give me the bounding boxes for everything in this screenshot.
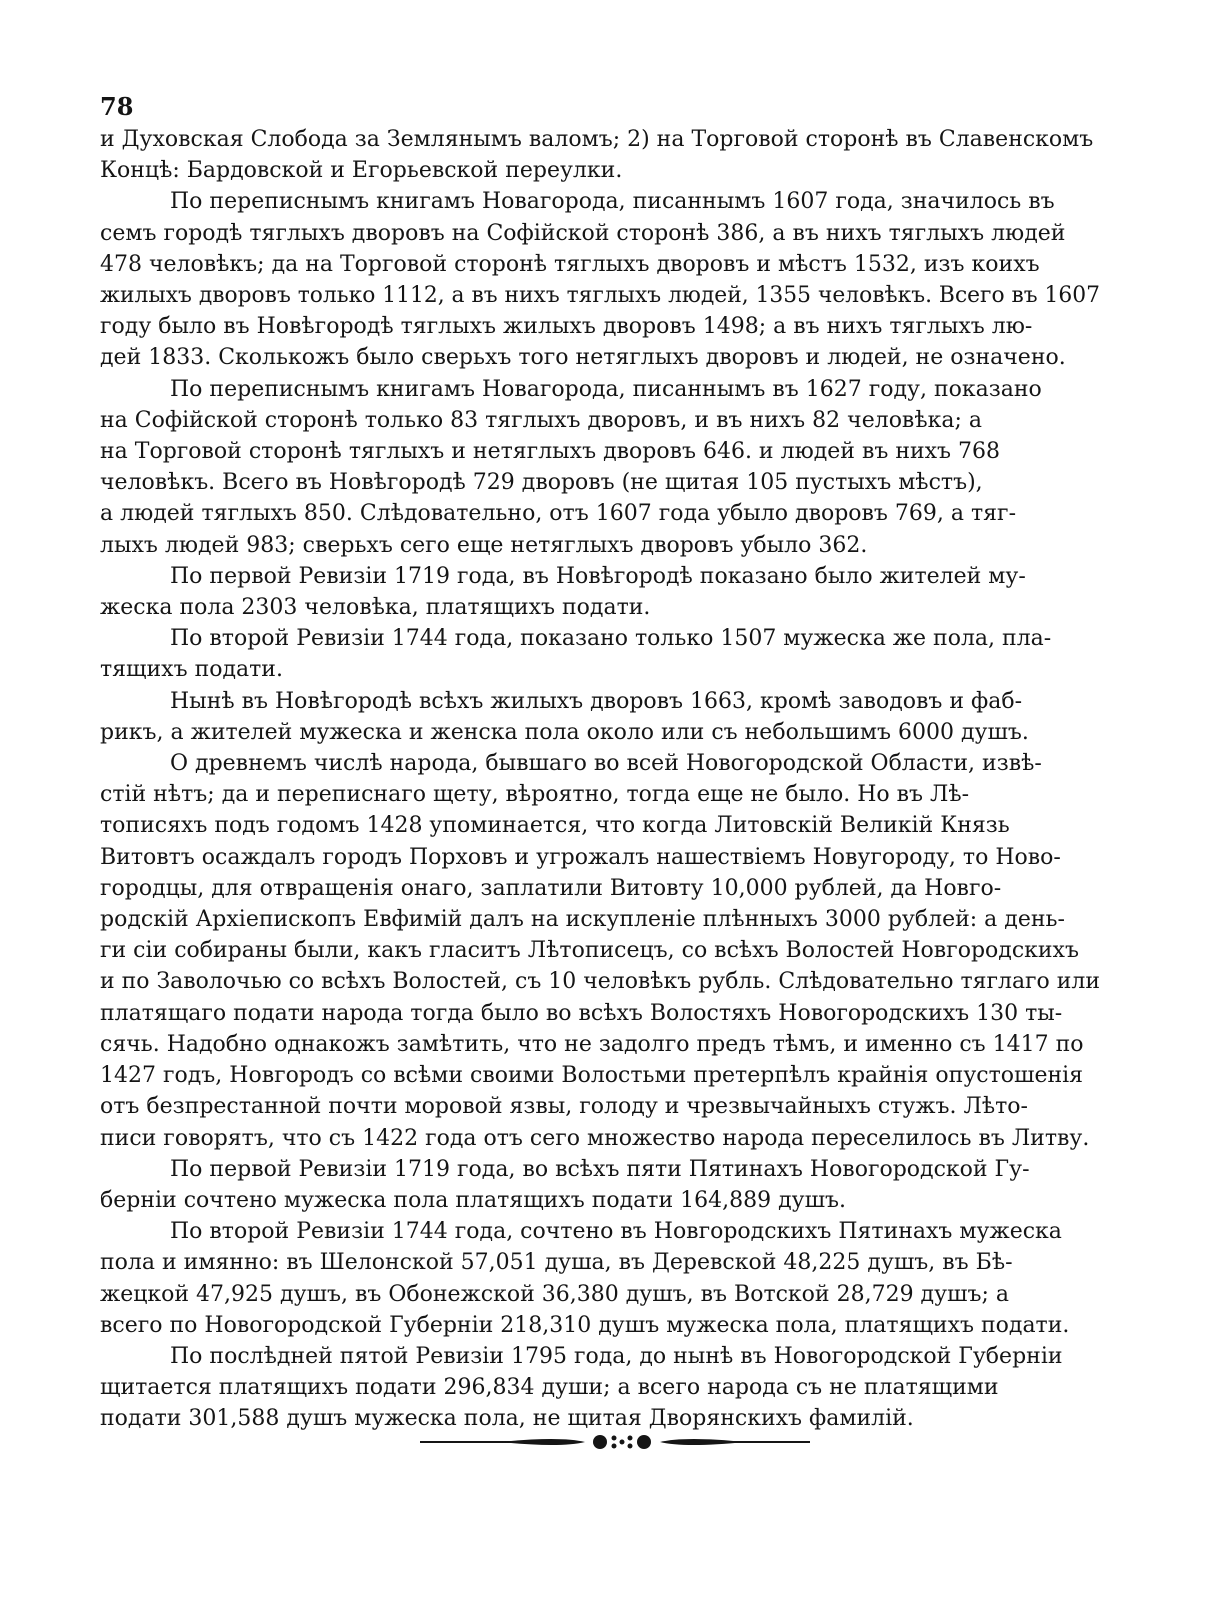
text-line: тящихъ подати. [100, 657, 283, 683]
text-line: дей 1833. Сколькожъ было сверьхъ того нетяглыхъ дворовъ и людей, не означено. [100, 345, 1066, 371]
text-line: 1427 годъ, Новгородъ со всѣми своими Волостьми претерпѣлъ крайнія опустошенія [100, 1063, 1084, 1089]
text-line: на Софійской сторонѣ только 83 тяглыхъ дворовъ, и въ нихъ 82 человѣка; а [100, 407, 982, 433]
text-line: человѣкъ. Всего въ Новѣгородѣ 729 дворовъ (не щитая 105 пустыхъ мѣстъ), [100, 470, 983, 496]
text-line: По второй Ревизіи 1744 года, показано только 1507 мужеска же пола, пла- [170, 626, 1052, 652]
paragraph [100, 748, 1100, 1154]
text-line: По переписнымъ книгамъ Новагорода, писаннымъ 1607 года, значилось въ [170, 189, 1055, 215]
text-line: родскій Архіепископъ Евфимій далъ на искупленіе плѣнныхъ 3000 рублей: а день- [100, 907, 1065, 933]
text-line: подати 301,588 душъ мужеска пола, не щитая Дворянскихъ фамилій. [100, 1406, 914, 1432]
text-line: 478 человѣкъ; да на Торговой сторонѣ тяглыхъ дворовъ и мѣстъ 1532, изъ коихъ [100, 251, 1040, 277]
text-line: а людей тяглыхъ 850. Слѣдовательно, отъ 1607 года убыло дворовъ 769, а тяг- [100, 501, 1017, 527]
text-line: Нынѣ въ Новѣгородѣ всѣхъ жилыхъ дворовъ 1663, кромѣ заводовъ и фаб- [170, 688, 1023, 714]
ornament-dot [637, 1435, 651, 1449]
paragraph [100, 1154, 1100, 1216]
text-line: Концѣ: Бардовской и Егорьевской переулки. [100, 158, 623, 184]
ornament-dot [593, 1435, 607, 1449]
ornament-divider [0, 1430, 1213, 1454]
text-line: пола и имянно: въ Шелонской 57,051 душа, въ Деревской 48,225 душъ, въ Бѣ- [100, 1250, 1013, 1276]
text-line: По второй Ревизіи 1744 года, сочтено въ Новгородскихъ Пятинахъ мужеска [170, 1219, 1062, 1245]
text-line: платящаго подати народа тогда было во всѣхъ Волостяхъ Новогородскихъ 130 ты- [100, 1000, 1063, 1026]
paragraph [100, 1341, 1100, 1435]
text-line: городцы, для отвращенія онаго, заплатили Витовту 10,000 рублей, да Новго- [100, 875, 1002, 901]
paragraph [100, 623, 1100, 685]
paragraph [100, 374, 1100, 561]
paragraph [100, 561, 1100, 623]
text-line: ги сіи собираны были, какъ гласитъ Лѣтописецъ, со всѣхъ Волостей Новгородскихъ [100, 938, 1079, 964]
ornament-dot [612, 1444, 617, 1449]
text-line: году было въ Новѣгородѣ тяглыхъ жилыхъ дворовъ 1498; а въ нихъ тяглыхъ лю- [100, 314, 1033, 340]
text-line: писи говорятъ, что съ 1422 года отъ сего множество народа переселилось въ Литву. [100, 1125, 1090, 1151]
ornament-dot [620, 1440, 625, 1445]
text-line: на Торговой сторонѣ тяглыхъ и нетяглыхъ дворовъ 646. и людей въ нихъ 768 [100, 439, 1001, 465]
paragraph [100, 186, 1100, 373]
text-line: отъ безпрестанной почти моровой язвы, голоду и чрезвычайныхъ стужъ. Лѣто- [100, 1094, 1028, 1120]
paragraph [100, 124, 1100, 186]
text-line: жеска пола 2303 человѣка, платящихъ подати. [100, 595, 651, 621]
text-line: жилыхъ дворовъ только 1112, а въ нихъ тяглыхъ людей, 1355 человѣкъ. Всего въ 1607 [100, 283, 1100, 309]
text-line: тописяхъ подъ годомъ 1428 упоминается, что когда Литовскій Великій Князь [100, 813, 1010, 839]
paragraph [100, 1216, 1100, 1341]
ornament-swell-left [500, 1439, 585, 1445]
text-line: стій нѣтъ; да и переписнаго щету, вѣроятно, тогда еще не было. Но въ Лѣ- [100, 782, 970, 808]
ornament-dot [628, 1444, 633, 1449]
page-number: 78 [100, 92, 134, 121]
paragraph [100, 686, 1100, 748]
text-line: щитается платящихъ подати 296,834 души; а всего народа съ не платящими [100, 1375, 999, 1401]
text-line: Витовтъ осаждалъ городъ Порховъ и угрожалъ нашествіемъ Новугороду, то Ново- [100, 844, 1061, 870]
ornament-dot [612, 1436, 617, 1441]
text-line: О древнемъ числѣ народа, бывшаго во всей Новогородской Области, извѣ- [170, 751, 1042, 777]
text-line: По переписнымъ книгамъ Новагорода, писаннымъ въ 1627 году, показано [170, 376, 1042, 402]
text-line: лыхъ людей 983; сверьхъ сего еще нетяглыхъ дворовъ убыло 362. [100, 532, 868, 558]
text-line: всего по Новогородской Губерніи 218,310 душъ мужеска пола, платящихъ подати. [100, 1312, 1070, 1338]
text-line: берніи сочтено мужеска пола платящихъ подати 164,889 душъ. [100, 1187, 847, 1213]
ornament-dot [628, 1436, 633, 1441]
text-line: По первой Ревизіи 1719 года, въ Новѣгородѣ показано было жителей му- [170, 563, 1026, 589]
text-line: и Духовская Слобода за Землянымъ валомъ; 2) на Торговой сторонѣ въ Славенскомъ [100, 127, 1094, 152]
page-body [100, 92, 1100, 1435]
text-line: По первой Ревизіи 1719 года, во всѣхъ пяти Пятинахъ Новогородской Гу- [170, 1156, 1030, 1182]
text-line: рикъ, а жителей мужеска и женска пола около или съ небольшимъ 6000 душъ. [100, 719, 1029, 745]
text-line: По послѣдней пятой Ревизіи 1795 года, до нынѣ въ Новогородской Губерніи [170, 1343, 1063, 1369]
text-line: семъ городѣ тяглыхъ дворовъ на Софійской сторонѣ 386, а въ нихъ тяглыхъ людей [100, 220, 1066, 246]
text-line: жецкой 47,925 душъ, въ Обонежской 36,380 душъ, въ Вотской 28,729 душъ; а [100, 1281, 1010, 1307]
text-line: сячь. Надобно однакожъ замѣтить, что не задолго предъ тѣмъ, и именно съ 1417 по [100, 1031, 1084, 1057]
text-line: и по Заволочью со всѣхъ Волостей, съ 10 человѣкъ рубль. Слѣдовательно тяглаго или [100, 969, 1100, 995]
